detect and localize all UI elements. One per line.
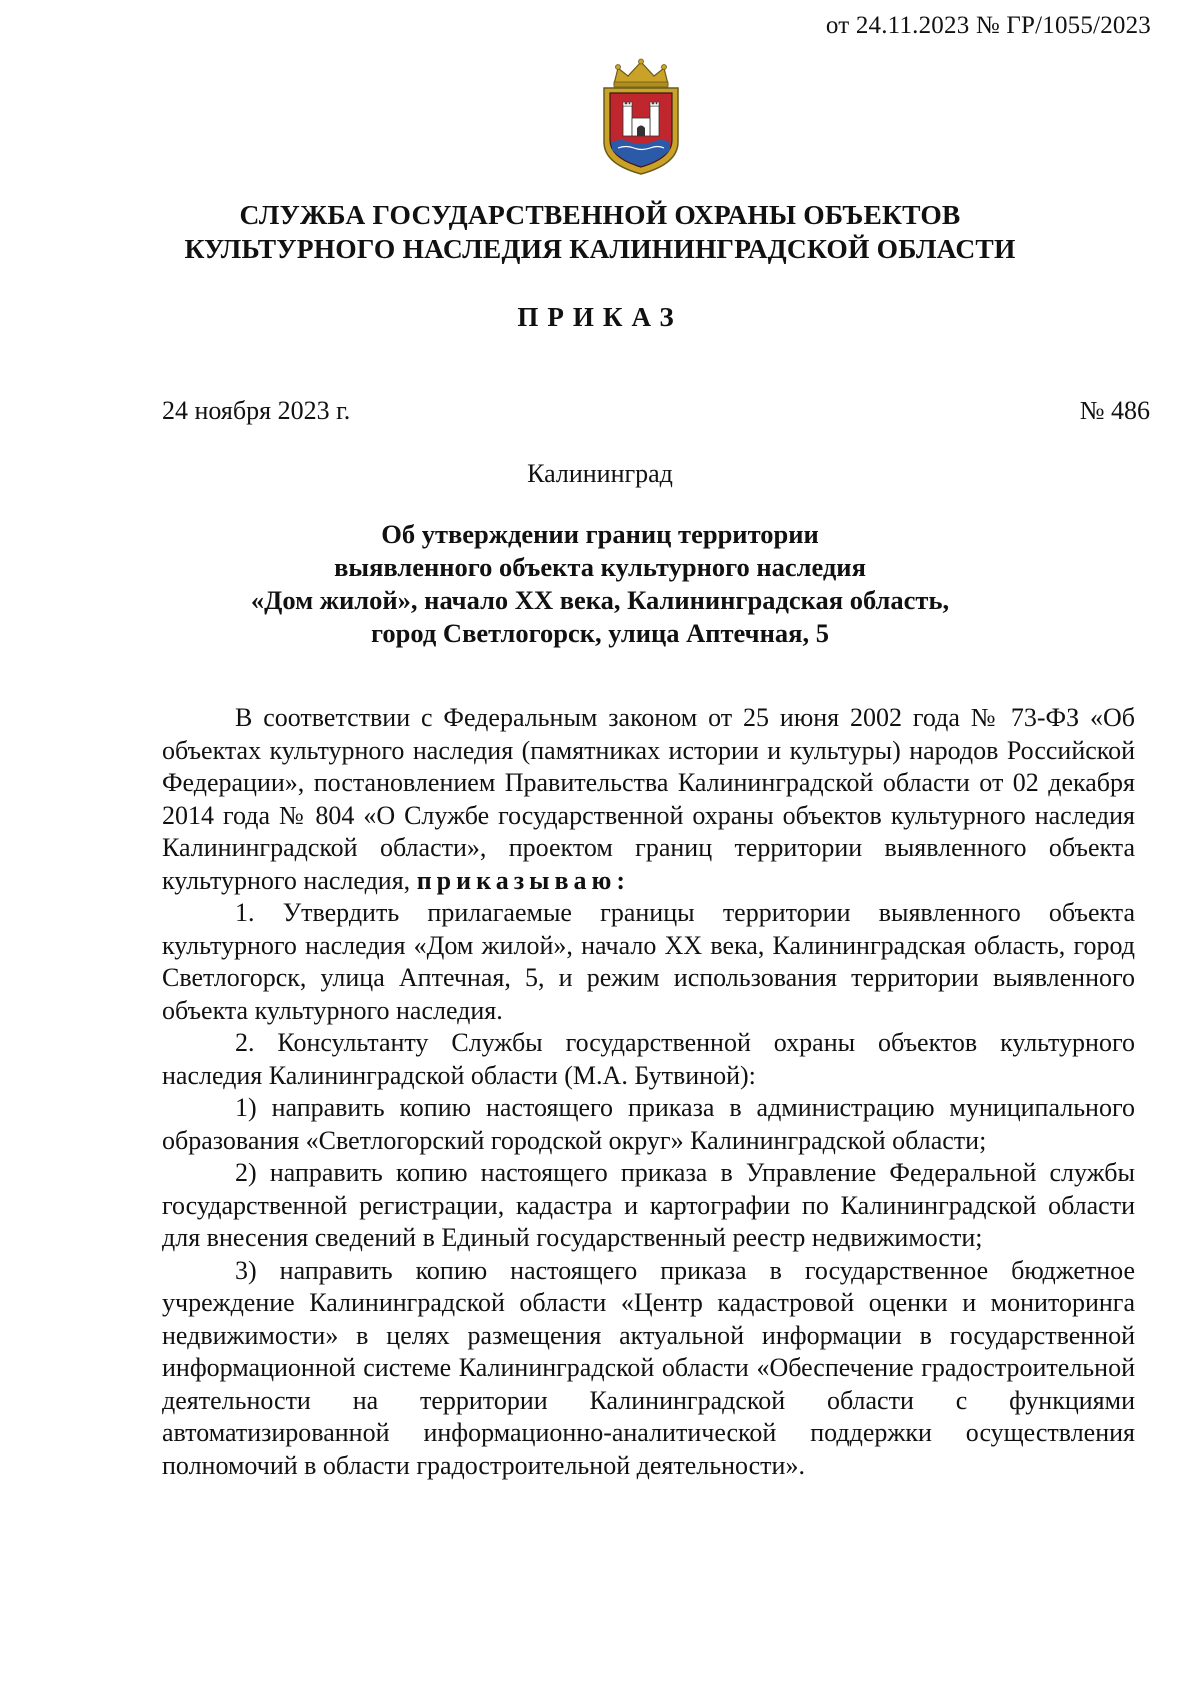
order-item-1: 1. Утвердить прилагаемые границы территории выявленного объекта культурного наследия «Дом жилой», начало XX века, Калининградская область, город Светлогорск, улица Аптечная, 5, и режим использования территории выявленного объекта культурного наследия. bbox=[162, 898, 1135, 1025]
order-number: № 486 bbox=[1079, 396, 1150, 425]
preamble-text: В соответствии с Федеральным законом от 25 июня 2002 года № 73-ФЗ «Об объектах культурного наследия (памятниках истории и культуры) народов Российской Федерации», постановлением Правительства Калининградской области от 02 декабря 2014 года № 804 «О Службе государственной охраны объектов культурного наследия Калининградской области», проектом границ территории выявленного объекта культурного наследия, bbox=[162, 703, 1135, 895]
subject-line: город Светлогорск, улица Аптечная, 5 bbox=[371, 618, 829, 648]
order-item-2: 2. Консультанту Службы государственной охраны объектов культурного наследия Калининградской области (М.А. Бутвиной): bbox=[162, 1028, 1135, 1090]
order-subitem-3: 3) направить копию настоящего приказа в государственное бюджетное учреждение Калининградской области «Центр кадастровой оценки и мониторинга недвижимости» в целях размещения актуальной информации в государственной информационной системе Калининградской области «Обеспечение градостроительной деятельности на территории Калининградской области с функциями автоматизированной информационно-аналитической поддержки осуществления полномочий в области градостроительной деятельности». bbox=[162, 1255, 1135, 1480]
order-subitem-1: 1) направить копию настоящего приказа в администрацию муниципального образования «Светлогорский городской округ» Калининградской области; bbox=[162, 1093, 1135, 1155]
document-type-title: ПРИКАЗ bbox=[517, 302, 683, 332]
order-subject bbox=[0, 518, 1200, 650]
coat-of-arms-icon bbox=[596, 58, 686, 176]
agency-name-line: КУЛЬТУРНОГО НАСЛЕДИЯ КАЛИНИНГРАДСКОЙ ОБЛАСТИ bbox=[184, 233, 1016, 264]
subject-line: «Дом жилой», начало XX века, Калининградская область, bbox=[250, 585, 950, 615]
issue-city: Калининград bbox=[527, 459, 673, 488]
order-date: 24 ноября 2023 г. bbox=[162, 396, 351, 425]
order-body bbox=[162, 702, 1135, 1482]
agency-name bbox=[0, 198, 1200, 266]
directive-word: приказываю: bbox=[416, 865, 631, 895]
subject-line: выявленного объекта культурного наследия bbox=[334, 552, 866, 582]
order-subitem-2: 2) направить копию настоящего приказа в Управление Федеральной службы государственной регистрации, кадастра и картографии по Калининградской области для внесения сведений в Единый государственный реестр недвижимости; bbox=[162, 1158, 1135, 1252]
subject-line: Об утверждении границ территории bbox=[381, 519, 819, 549]
agency-name-line: СЛУЖБА ГОСУДАРСТВЕННОЙ ОХРАНЫ ОБЪЕКТОВ bbox=[239, 199, 961, 230]
preamble-paragraph bbox=[162, 702, 1135, 897]
registration-number: от 24.11.2023 № ГР/1055/2023 bbox=[825, 12, 1151, 39]
